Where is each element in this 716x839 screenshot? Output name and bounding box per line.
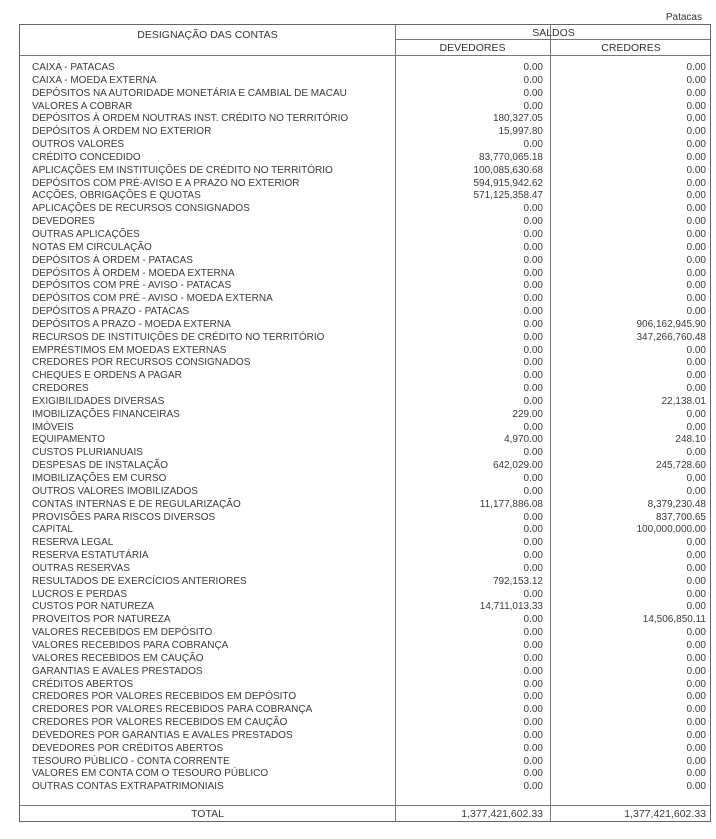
- table-row: [20, 550, 712, 563]
- debit-value: 0.00: [523, 216, 543, 228]
- account-name: DEPÓSITOS COM PRÉ-AVISO E A PRAZO NO EXTERIOR: [32, 177, 300, 189]
- table-row: [20, 357, 712, 370]
- debit-value: 0.00: [523, 665, 543, 677]
- credit-value: 0.00: [686, 704, 706, 716]
- account-name: EXIGIBILIDADES DIVERSAS: [32, 395, 165, 407]
- credit-value: 245,728.60: [655, 460, 706, 472]
- account-name: IMÓVEIS: [32, 421, 74, 433]
- debit-value: 0.00: [523, 781, 543, 793]
- debit-value: 0.00: [523, 254, 543, 266]
- table-row: [20, 768, 712, 781]
- account-name: RESERVA LEGAL: [32, 537, 114, 549]
- debit-value: 571,125,358.47: [473, 190, 543, 202]
- debit-value: 0.00: [523, 421, 543, 433]
- account-name: VALORES EM CONTA COM O TESOURO PÚBLICO: [32, 768, 269, 780]
- debit-value: 0.00: [523, 717, 543, 729]
- credit-value: 0.00: [686, 151, 706, 163]
- table-row: [20, 743, 712, 756]
- account-name: EMPRÉSTIMOS EM MOEDAS EXTERNAS: [32, 344, 227, 356]
- table-row: [20, 345, 712, 358]
- debit-value: 0.00: [523, 447, 543, 459]
- debit-value: 0.00: [523, 473, 543, 484]
- credit-value: 0.00: [686, 228, 706, 240]
- table-row: [20, 178, 712, 191]
- credit-value: 0.00: [686, 408, 706, 420]
- table-row: [20, 576, 712, 589]
- credit-value: 0.00: [686, 254, 706, 266]
- account-name: LUCROS E PERDAS: [32, 588, 128, 600]
- table-row: [20, 704, 712, 717]
- table-row: [20, 319, 712, 332]
- account-name: CREDORES POR VALORES RECEBIDOS PARA COBRANÇA: [32, 704, 313, 716]
- credit-value: 0.00: [686, 421, 706, 433]
- account-name: DEVEDORES POR GARANTIAS E AVALES PRESTADOS: [32, 729, 293, 741]
- table-row: [20, 601, 712, 614]
- credit-value: 0.00: [686, 177, 706, 189]
- table-row: [20, 268, 712, 281]
- debit-value: 0.00: [523, 614, 543, 626]
- account-name: CUSTOS PLURIANUAIS: [32, 447, 143, 459]
- account-name: DEPÓSITOS A PRAZO - MOEDA EXTERNA: [32, 318, 231, 330]
- debit-value: 0.00: [523, 524, 543, 536]
- debit-value: 0.00: [523, 203, 543, 215]
- account-name: DEPÓSITOS COM PRÉ - AVISO - MOEDA EXTERNA: [32, 293, 273, 305]
- table-row: [20, 447, 712, 460]
- table-row: [20, 255, 712, 268]
- debit-value: 0.00: [523, 639, 543, 651]
- header-divider: [20, 55, 710, 56]
- table-row: [20, 717, 712, 730]
- table-row: [20, 216, 712, 229]
- credit-value: 0.00: [686, 781, 706, 793]
- debit-value: 0.00: [523, 729, 543, 741]
- debit-value: 4,970.00: [504, 434, 543, 446]
- account-name: RECURSOS DE INSTITUIÇÕES DE CRÉDITO NO TERRITÓRIO: [32, 331, 325, 343]
- debit-value: 0.00: [523, 537, 543, 549]
- account-name: PROVISÕES PARA RISCOS DIVERSOS: [32, 511, 216, 523]
- credit-value: 0.00: [686, 691, 706, 703]
- credit-value: 0.00: [686, 717, 706, 729]
- debit-value: 0.00: [523, 62, 543, 73]
- credit-value: 0.00: [686, 241, 706, 253]
- credit-value: 0.00: [686, 447, 706, 459]
- account-name: VALORES RECEBIDOS EM CAUÇÃO: [32, 652, 204, 664]
- table-row: [20, 640, 712, 653]
- header-balances: SALDOS: [532, 27, 575, 39]
- debit-value: 11,177,886.08: [479, 498, 543, 510]
- account-name: CHEQUES E ORDENS A PAGAR: [32, 370, 182, 382]
- credit-value: 0.00: [686, 550, 706, 562]
- table-row: [20, 126, 712, 139]
- account-name: DEPÓSITOS À ORDEM - PATACAS: [32, 254, 193, 266]
- credit-value: 0.00: [686, 164, 706, 176]
- table-row: [20, 306, 712, 319]
- credit-value: 0.00: [686, 768, 706, 780]
- credit-value: 8,379,230.48: [647, 498, 706, 510]
- debit-value: 0.00: [523, 87, 543, 99]
- header-debit: DEVEDORES: [439, 42, 506, 54]
- account-name: OUTRAS CONTAS EXTRAPATRIMONIAIS: [32, 781, 224, 793]
- table-row: [20, 293, 712, 306]
- credit-value: 0.00: [686, 639, 706, 651]
- account-name: DEPÓSITOS NA AUTORIDADE MONETÁRIA E CAMBIAL DE MACAU: [32, 87, 347, 99]
- table-row: [20, 473, 712, 486]
- credit-value: 100,000,000.00: [636, 524, 706, 536]
- account-name: DEPÓSITOS A PRAZO - PATACAS: [32, 306, 190, 318]
- credit-value: 0.00: [686, 575, 706, 587]
- total-divider: [20, 805, 710, 806]
- account-name: TESOURO PÚBLICO - CONTA CORRENTE: [32, 755, 230, 767]
- credit-value: 0.00: [686, 485, 706, 497]
- table-row: [20, 409, 712, 422]
- header-credit: CREDORES: [601, 42, 661, 54]
- credit-value: 0.00: [686, 267, 706, 279]
- debit-value: 0.00: [523, 485, 543, 497]
- account-name: CAIXA - PATACAS: [32, 62, 115, 73]
- credit-value: 0.00: [686, 139, 706, 151]
- debit-value: 0.00: [523, 293, 543, 305]
- table-row: [20, 422, 712, 435]
- account-name: VALORES RECEBIDOS EM DEPÓSITO: [32, 627, 213, 639]
- credit-value: 0.00: [686, 678, 706, 690]
- account-name: OUTRAS APLICAÇÕES: [32, 228, 140, 240]
- debit-value: 0.00: [523, 511, 543, 523]
- account-name: OUTROS VALORES IMOBILIZADOS: [32, 485, 198, 497]
- debit-value: 0.00: [523, 306, 543, 318]
- table-row: [20, 396, 712, 409]
- debit-value: 0.00: [523, 370, 543, 382]
- table-row: [20, 691, 712, 704]
- credit-value: 0.00: [686, 562, 706, 574]
- credit-value: 0.00: [686, 473, 706, 484]
- header-designation: DESIGNAÇÃO DAS CONTAS: [137, 29, 278, 41]
- debit-value: 0.00: [523, 627, 543, 639]
- table-row: [20, 165, 712, 178]
- total-row: [20, 807, 712, 821]
- credit-value: 248.10: [675, 434, 706, 446]
- credit-value: 0.00: [686, 742, 706, 754]
- debit-value: 0.00: [523, 241, 543, 253]
- credit-value: 0.00: [686, 652, 706, 664]
- table-row: [20, 512, 712, 525]
- debit-value: 642,029.00: [492, 460, 543, 472]
- table-row: [20, 756, 712, 769]
- credit-value: 0.00: [686, 62, 706, 73]
- credit-value: 0.00: [686, 216, 706, 228]
- credit-value: 0.00: [686, 113, 706, 125]
- account-name: GARANTIAS E AVALES PRESTADOS: [32, 665, 203, 677]
- table-row: [20, 280, 712, 293]
- debit-value: 594,915,942.62: [473, 177, 543, 189]
- table-body: [20, 62, 712, 794]
- credit-value: 0.00: [686, 203, 706, 215]
- table-row: [20, 486, 712, 499]
- debit-value: 0.00: [523, 331, 543, 343]
- account-name: RESULTADOS DE EXERCÍCIOS ANTERIORES: [32, 575, 247, 587]
- table-row: [20, 229, 712, 242]
- table-row: [20, 589, 712, 602]
- debit-value: 0.00: [523, 742, 543, 754]
- table-row: [20, 242, 712, 255]
- debit-value: 0.00: [523, 280, 543, 292]
- credit-value: 0.00: [686, 383, 706, 395]
- credit-value: 0.00: [686, 100, 706, 112]
- account-name: DEVEDORES POR CRÉDITOS ABERTOS: [32, 742, 224, 754]
- account-name: CRÉDITO CONCEDIDO: [32, 151, 141, 163]
- credit-value: 0.00: [686, 126, 706, 138]
- account-name: OUTRAS RESERVAS: [32, 562, 130, 574]
- account-name: OUTROS VALORES: [32, 139, 125, 151]
- table-row: [20, 679, 712, 692]
- debit-value: 0.00: [523, 691, 543, 703]
- account-name: IMOBILIZAÇÕES EM CURSO: [32, 473, 167, 484]
- account-name: NOTAS EM CIRCULAÇÃO: [32, 241, 152, 253]
- debit-value: 100,085,630.68: [473, 164, 543, 176]
- account-name: DEVEDORES: [32, 216, 95, 228]
- credit-value: 0.00: [686, 190, 706, 202]
- credit-value: 906,162,945.90: [636, 318, 706, 330]
- debit-value: 0.00: [523, 267, 543, 279]
- credit-value: 0.00: [686, 87, 706, 99]
- credit-value: 0.00: [686, 601, 706, 613]
- debit-value: 0.00: [523, 755, 543, 767]
- credit-value: 837,700.65: [655, 511, 706, 523]
- debit-value: 0.00: [523, 562, 543, 574]
- debit-value: 0.00: [523, 704, 543, 716]
- debit-value: 0.00: [523, 588, 543, 600]
- debit-value: 83,770,065.18: [479, 151, 543, 163]
- debit-value: 0.00: [523, 678, 543, 690]
- credit-value: 0.00: [686, 280, 706, 292]
- debit-value: 0.00: [523, 768, 543, 780]
- account-name: EQUIPAMENTO: [32, 434, 105, 446]
- credit-value: 0.00: [686, 537, 706, 549]
- debit-value: 0.00: [523, 357, 543, 369]
- debit-value: 15,997.80: [498, 126, 543, 138]
- account-name: CREDORES POR VALORES RECEBIDOS EM DEPÓSITO: [32, 691, 297, 703]
- table-row: [20, 653, 712, 666]
- account-name: DEPÓSITOS À ORDEM NOUTRAS INST. CRÉDITO NO TERRITÓRIO: [32, 113, 349, 125]
- debit-value: 14,711,013.33: [479, 601, 543, 613]
- account-name: DESPESAS DE INSTALAÇÃO: [32, 460, 168, 472]
- credit-value: 14,506,850.11: [642, 614, 706, 626]
- account-name: DEPÓSITOS À ORDEM - MOEDA EXTERNA: [32, 267, 235, 279]
- account-name: DEPÓSITOS COM PRÉ - AVISO - PATACAS: [32, 280, 232, 292]
- total-debit: 1,377,421,602.33: [461, 808, 543, 820]
- table-row: [20, 434, 712, 447]
- debit-value: 0.00: [523, 344, 543, 356]
- account-name: CONTAS INTERNAS E DE REGULARIZAÇÃO: [32, 498, 241, 510]
- account-name: CUSTOS POR NATUREZA: [32, 601, 154, 613]
- account-name: PROVEITOS POR NATUREZA: [32, 614, 171, 626]
- table-row: [20, 190, 712, 203]
- table-row: [20, 627, 712, 640]
- account-name: CAIXA - MOEDA EXTERNA: [32, 74, 157, 86]
- table-row: [20, 563, 712, 576]
- balance-table: [19, 24, 711, 822]
- table-row: [20, 139, 712, 152]
- account-name: CREDORES POR RECURSOS CONSIGNADOS: [32, 357, 251, 369]
- table-row: [20, 460, 712, 473]
- credit-value: 0.00: [686, 370, 706, 382]
- account-name: APLICAÇÕES EM INSTITUIÇÕES DE CRÉDITO NO TERRITÓRIO: [32, 164, 333, 176]
- account-name: DEPÓSITOS À ORDEM NO EXTERIOR: [32, 126, 212, 138]
- header-divider: [395, 39, 710, 40]
- table-row: [20, 152, 712, 165]
- account-name: CAPITAL: [32, 524, 73, 536]
- table-row: [20, 614, 712, 627]
- total-label: TOTAL: [191, 808, 224, 820]
- account-name: VALORES A COBRAR: [32, 100, 133, 112]
- credit-value: 0.00: [686, 755, 706, 767]
- account-name: APLICAÇÕES DE RECURSOS CONSIGNADOS: [32, 203, 250, 215]
- debit-value: 792,153.12: [492, 575, 543, 587]
- debit-value: 229.00: [512, 408, 543, 420]
- debit-value: 0.00: [523, 318, 543, 330]
- credit-value: 22,138.01: [661, 395, 706, 407]
- table-row: [20, 101, 712, 114]
- debit-value: 0.00: [523, 74, 543, 86]
- credit-value: 347,266,760.48: [636, 331, 706, 343]
- account-name: CREDORES POR VALORES RECEBIDOS EM CAUÇÃO: [32, 717, 288, 729]
- credit-value: 0.00: [686, 74, 706, 86]
- account-name: IMOBILIZAÇÕES FINANCEIRAS: [32, 408, 180, 420]
- credit-value: 0.00: [686, 293, 706, 305]
- table-row: [20, 113, 712, 126]
- account-name: CRÉDITOS ABERTOS: [32, 678, 134, 690]
- credit-value: 0.00: [686, 665, 706, 677]
- table-row: [20, 62, 712, 75]
- credit-value: 0.00: [686, 357, 706, 369]
- debit-value: 0.00: [523, 550, 543, 562]
- account-name: VALORES RECEBIDOS PARA COBRANÇA: [32, 639, 229, 651]
- debit-value: 0.00: [523, 228, 543, 240]
- debit-value: 0.00: [523, 100, 543, 112]
- table-row: [20, 730, 712, 743]
- account-name: ACÇÕES, OBRIGAÇÕES E QUOTAS: [32, 190, 201, 202]
- credit-value: 0.00: [686, 344, 706, 356]
- table-row: [20, 88, 712, 101]
- debit-value: 0.00: [523, 395, 543, 407]
- debit-value: 0.00: [523, 652, 543, 664]
- credit-value: 0.00: [686, 627, 706, 639]
- debit-value: 0.00: [523, 139, 543, 151]
- total-credit: 1,377,421,602.33: [624, 808, 706, 820]
- credit-value: 0.00: [686, 729, 706, 741]
- table-row: [20, 781, 712, 794]
- table-row: [20, 499, 712, 512]
- table-row: [20, 75, 712, 88]
- account-name: RESERVA ESTATUTÁRIA: [32, 550, 149, 562]
- table-row: [20, 537, 712, 550]
- table-row: [20, 203, 712, 216]
- currency-label: Patacas: [665, 12, 702, 23]
- debit-value: 0.00: [523, 383, 543, 395]
- table-row: [20, 666, 712, 679]
- debit-value: 180,327.05: [492, 113, 543, 125]
- credit-value: 0.00: [686, 588, 706, 600]
- table-row: [20, 332, 712, 345]
- table-row: [20, 383, 712, 396]
- table-row: [20, 370, 712, 383]
- table-row: [20, 524, 712, 537]
- credit-value: 0.00: [686, 306, 706, 318]
- account-name: CREDORES: [32, 383, 89, 395]
